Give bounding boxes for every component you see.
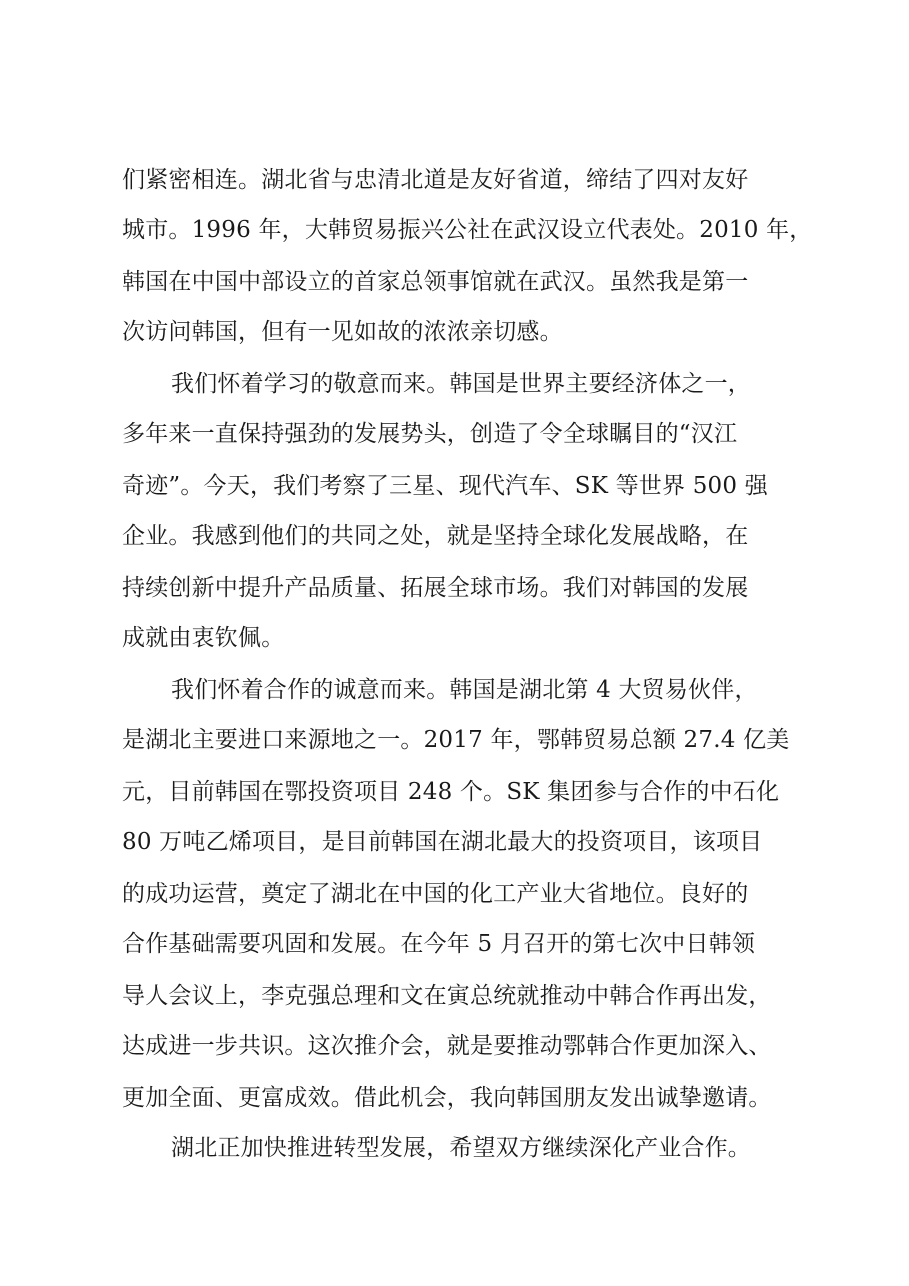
text-line-10: 成就由衷钦佩。 — [122, 625, 285, 651]
text-line-2: 城市。1996 年，大韩贸易振兴公社在武汉设立代表处。2010 年， — [122, 217, 813, 243]
text-line-16: 合作基础需要巩固和发展。在今年 5 月召开的第七次中日韩领 — [122, 931, 756, 957]
text-line-12: 是湖北主要进口来源地之一。2017 年，鄂韩贸易总额 27.4 亿美 — [122, 727, 790, 753]
text-line-1: 们紧密相连。湖北省与忠清北道是友好省道，缔结了四对友好 — [122, 167, 749, 193]
text-line-15: 的成功运营，奠定了湖北在中国的化工产业大省地位。良好的 — [122, 881, 749, 907]
text-line-3: 韩国在中国中部设立的首家总领事馆就在武汉。虽然我是第一 — [122, 269, 749, 295]
text-line-7: 奇迹”。今天，我们考察了三星、现代汽车、SK 等世界 500 强 — [122, 473, 768, 499]
text-line-18: 达成进一步共识。这次推介会，就是要推动鄂韩合作更加深入、 — [122, 1033, 772, 1059]
text-line-11: 我们怀着合作的诚意而来。韩国是湖北第 4 大贸易伙伴， — [171, 677, 758, 703]
text-line-4: 次访问韩国，但有一见如故的浓浓亲切感。 — [122, 319, 563, 345]
text-line-8: 企业。我感到他们的共同之处，就是坚持全球化发展战略，在 — [122, 523, 749, 549]
text-line-19: 更加全面、更富成效。借此机会，我向韩国朋友发出诚挚邀请。 — [122, 1085, 772, 1111]
text-line-6: 多年来一直保持强劲的发展势头，创造了令全球瞩目的“汉江 — [122, 421, 738, 447]
text-line-20: 湖北正加快推进转型发展，希望双方继续深化产业合作。 — [171, 1135, 751, 1161]
text-line-9: 持续创新中提升产品质量、拓展全球市场。我们对韩国的发展 — [122, 575, 749, 601]
text-line-13: 元，目前韩国在鄂投资项目 248 个。SK 集团参与合作的中石化 — [122, 779, 780, 805]
text-line-14: 80 万吨乙烯项目，是目前韩国在湖北最大的投资项目，该项目 — [122, 829, 763, 855]
text-line-17: 导人会议上，李克强总理和文在寅总统就推动中韩合作再出发， — [122, 983, 772, 1009]
text-line-5: 我们怀着学习的敬意而来。韩国是世界主要经济体之一， — [171, 371, 751, 397]
